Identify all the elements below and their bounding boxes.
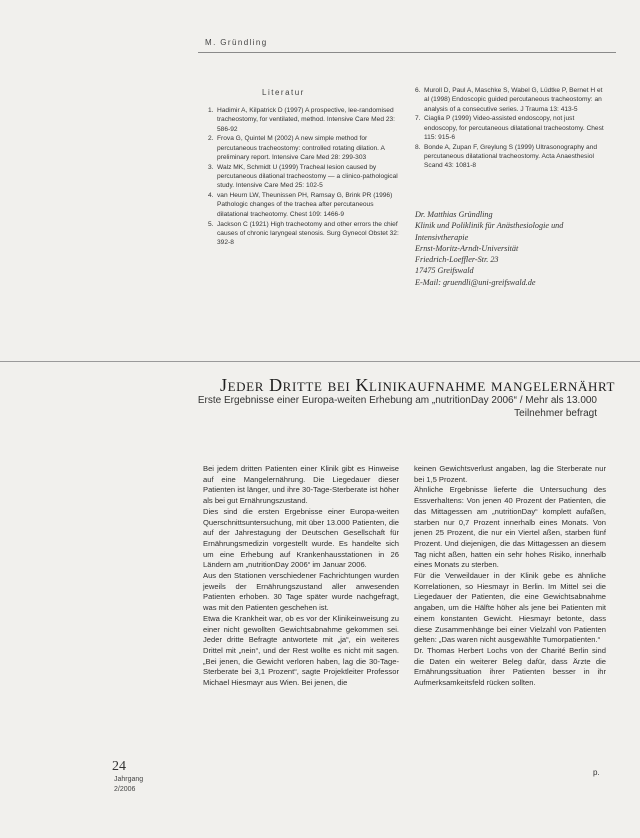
reference-item [415, 86, 605, 114]
reference-number: 8. [415, 143, 421, 151]
article-paragraph: Aus den Stationen verschiedener Fachrichtungen wurden jeweils der Ernährungszustand aller anwesenden Patienten erhoben. 30 Tage später wurde nachgefragt, was mit den Patienten geschehen ist. [203, 571, 399, 613]
author-address [415, 209, 615, 288]
page-number: 24 [112, 759, 126, 774]
article-paragraph: Ähnliche Ergebnisse lieferte die Untersuchung des Essverhaltens: Von jenen 40 Prozent der Patienten, die das Mittagessen am „nutritionDay“ komplett aufaßen, starben nur 0,7 Prozent innerhalb eines Monats. Von jenen 25 Prozent, die nur ein Viertel aßen, starben fünf Prozent. Und diejenigen, die das Mittagessen an diesem Tag nicht aßen, hatten ein sehr hohes Risiko, innerhalb eines Monats zu sterben. [414, 485, 606, 570]
address-university: Ernst-Moritz-Arndt-Universität [415, 243, 519, 253]
article-paragraph: Für die Verweildauer in der Klinik gebe es ähnliche Korrelationen, so Hiesmayr in Berlin. Im Mittel sei die Liegedauer der Patienten, die eine Gewichtsabnahme angaben, um die Hälfte höher als jene bei Patienten mit einem konstanten Gewicht. Hiesmayr betonte, dass diese Zusammenhänge bei einer Vielzahl von Patienten gelten: „Das waren nicht ausgewählte Tumorpatienten.“ [414, 571, 606, 645]
address-street: Friedrich-Loeffler-Str. 23 [415, 255, 499, 265]
address-city: 17475 Greifswald [415, 266, 474, 276]
article-subheading: Erste Ergebnisse einer Europa-weiten Erhebung am „nutritionDay 2006“ / Mehr als 13.000 Teilnehmer befragt [197, 395, 597, 419]
running-head: M. Gründling [205, 38, 268, 47]
reference-item [415, 114, 605, 142]
address-email: E-Mail: gruendli@uni-greifswald.de [415, 277, 536, 287]
article-paragraph: Etwa die Krankheit war, ob es vor der Klinikeinweisung zu einer nicht gewollten Gewichtsabnahme gekommen sei. Jeder dritte Befragte antwortete mit „ja“, ein weiteres Drittel mit „nein“, und der Rest wollte es nicht mit sagen. „Bei jenen, die Gewicht verloren haben, lag die 30-Tage-Sterberate bei 3,1 Prozent“, sagte Projektleiter Professor Michael Hiesmayr aus Wien. Bei jenen, die [203, 613, 399, 688]
reference-number: 7. [415, 115, 421, 123]
reference-number: 5. [208, 220, 214, 228]
reference-item [208, 163, 406, 191]
author-name: Dr. Matthias Gründling [415, 210, 493, 219]
journal-issue: 2/2006 [114, 786, 136, 793]
reference-item [208, 191, 406, 219]
reference-item [208, 106, 406, 134]
reference-text: Walz MK, Schmidt U (1999) Tracheal lesion caused by percutaneous dilational tracheostomy — a clinico-pathological study. Intensive Care Med 25: 102-5 [217, 163, 398, 190]
article-paragraph: Dr. Thomas Herbert Lochs von der Charité Berlin sind die Daten ein weiterer Beleg dafür, dass Ärzte die Ernährungssituation ihrer Patienten besser in ihr Aufmerksamkeitsfeld rücken sollten. [414, 645, 606, 688]
reference-item [415, 143, 605, 171]
reference-text: Hadimir A, Kilpatrick D (1997) A prospective, lee-randomised tracheostomy, for ventilated, method. Intensive Care Med 23: 586-92 [217, 107, 395, 133]
article-paragraph: Dies sind die ersten Ergebnisse einer Europa-weiten Querschnittsuntersuchung, mit über 13.000 Patienten, die auf der Jahrestagung der Deutschen Gesellschaft für Ernährungsmedizin vorgestellt wurde. Es handelte sich um eine Erhebung auf Krankenhausstationen in 26 Ländern am „nutritionDay 2006“ im Januar 2006. [203, 506, 399, 570]
article-paragraph: keinen Gewichtsverlust angaben, lag die Sterberate nur bei 1,5 Prozent. [414, 464, 606, 484]
journal-year: Jahrgang [114, 776, 144, 783]
literature-heading: Literatur [262, 88, 305, 97]
reference-number: 3. [208, 163, 214, 171]
section-divider [0, 361, 640, 362]
reference-number: 4. [208, 192, 214, 200]
reference-text: van Heurn LW, Theunissen PH, Ramsay G, Brink PR (1996) Pathologic changes of the trachea after percutaneous dilatational tracheotomy. Chest 109: 1466-9 [217, 192, 393, 218]
reference-text: Muroll D, Paul A, Maschke S, Wabel G, Lüdtke P, Bernet H et al (1998) Endoscopic guided percutaneous tracheostomy: an analysis of a consecutive series. J Trauma 13: 413-5 [424, 87, 603, 113]
reference-list-right [415, 86, 605, 171]
article-headline: Jeder Dritte bei Klinikaufnahme mangelernährt [220, 375, 615, 395]
address-clinic-line-1: Klinik und Poliklinik für Anästhesiologie und [415, 221, 564, 231]
reference-item [208, 134, 406, 162]
reference-text: Frova G, Quintel M (2002) A new simple method for percutaneous tracheostomy: controlled rotating dilation. A preliminary report. Intensive Care Med 28: 299-303 [217, 135, 385, 161]
address-clinic-line-2: Intensivtherapie [415, 232, 469, 242]
reference-number: 2. [208, 135, 214, 143]
reference-item [208, 220, 406, 248]
reference-number: 6. [415, 87, 421, 94]
reference-text: Ciaglia P (1999) Video-assisted endoscopy, not just endoscopy, for percutaneous dilatational tracheostomy. Chest 115: 915-6 [424, 115, 604, 141]
article-column-left [203, 464, 399, 689]
continued-marker: p. [593, 768, 600, 777]
article-column-right [414, 464, 606, 689]
top-rule [198, 52, 616, 53]
reference-text: Bonde A, Zupan F, Greylung S (1999) Ultrasonography and percutaneous dilatational tracheostomy. Acta Anaesthesiol Scand 43: 1081-8 [424, 143, 598, 170]
reference-list-left [208, 106, 406, 248]
reference-text: Jackson C (1921) High tracheotomy and other errors the chief causes of chronic laryngeal stenosis. Surg Gynecol Obstet 32: 392-8 [217, 220, 399, 247]
article-paragraph: Bei jedem dritten Patienten einer Klinik gibt es Hinweise auf eine Mangelernährung. Die Liegedauer dieser Patienten ist länger, und ihre 30-Tage-Sterberate ist höher als bei gut Ernährungszustand. [203, 464, 399, 506]
reference-number: 1. [208, 107, 214, 114]
